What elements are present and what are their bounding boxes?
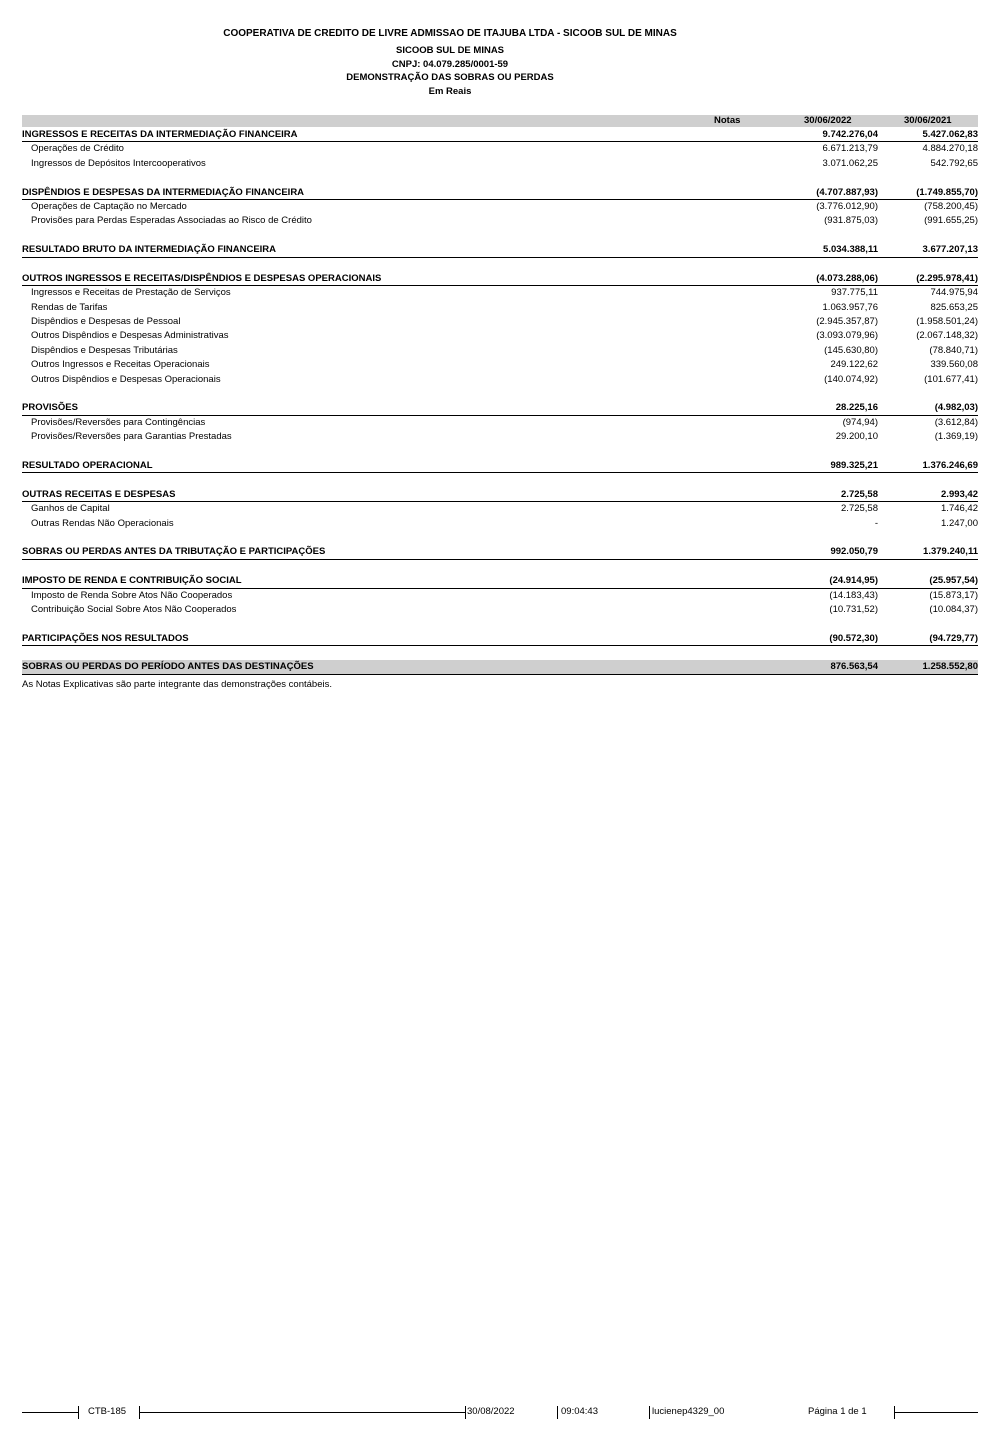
value-2021: 1.379.240,11	[923, 546, 978, 558]
value-2021: 5.427.062,83	[922, 129, 978, 140]
column-header-2021: 30/06/2021	[904, 115, 952, 126]
spacer-row	[22, 531, 978, 545]
value-2021: (758.200,45)	[924, 200, 978, 212]
line-item-row	[22, 430, 978, 444]
footer-page-number: Página 1 de 1	[808, 1406, 867, 1417]
value-2021: 1.247,00	[941, 517, 978, 529]
value-2022: 876.563,54	[830, 661, 878, 673]
section-total-row	[22, 272, 978, 286]
row-label: Imposto de Renda Sobre Atos Não Cooperados	[31, 589, 233, 601]
line-item-row	[22, 142, 978, 156]
row-label: IMPOSTO DE RENDA E CONTRIBUIÇÃO SOCIAL	[22, 575, 242, 587]
value-2022: 989.325,21	[830, 459, 878, 471]
row-label: Outros Ingressos e Receitas Operacionais	[31, 359, 210, 371]
footer-rule	[139, 1412, 465, 1413]
final-total-row	[22, 660, 978, 674]
row-label: Dispêndios e Despesas Tributárias	[31, 344, 178, 356]
row-label: SOBRAS OU PERDAS ANTES DA TRIBUTAÇÃO E PARTICIPAÇÕES	[22, 546, 326, 558]
line-item-row	[22, 358, 978, 372]
row-label: Ingressos e Receitas de Prestação de Serviços	[31, 287, 231, 299]
value-2022: (2.945.357,87)	[816, 316, 878, 328]
row-label: SOBRAS OU PERDAS DO PERÍODO ANTES DAS DESTINAÇÕES	[22, 661, 314, 673]
value-2022: (974,94)	[842, 416, 878, 428]
footnote: As Notas Explicativas são parte integrante das demonstrações contábeis.	[22, 679, 332, 690]
footer-divider	[649, 1406, 650, 1419]
row-label: Ganhos de Capital	[31, 503, 110, 515]
row-label: Operações de Crédito	[31, 143, 124, 155]
spacer-row	[22, 258, 978, 272]
spacer-row	[22, 171, 978, 185]
section-total-row	[22, 128, 978, 142]
value-2022: 2.725,58	[841, 488, 878, 500]
value-2021: (991.655,25)	[924, 215, 978, 227]
value-2021: (10.084,37)	[929, 603, 978, 615]
section-total-row	[22, 488, 978, 502]
footer-date: 30/08/2022	[467, 1406, 515, 1417]
value-2021: 542.792,65	[930, 157, 978, 169]
section-total-row	[22, 243, 978, 257]
value-2021: 4.884.270,18	[922, 143, 978, 155]
spacer-row	[22, 387, 978, 401]
value-2022: (140.074,92)	[824, 373, 878, 385]
column-header-bar	[22, 115, 978, 127]
section-total-row	[22, 186, 978, 200]
line-item-row	[22, 286, 978, 300]
spacer-row	[22, 560, 978, 574]
value-2021: (1.958.501,24)	[916, 316, 978, 328]
value-2021: (94.729,77)	[929, 632, 978, 644]
value-2022: 5.034.388,11	[823, 244, 878, 256]
footer-divider	[557, 1406, 558, 1419]
spacer-row	[22, 229, 978, 243]
section-total-row	[22, 401, 978, 415]
section-total-row	[22, 459, 978, 473]
row-label: Rendas de Tarifas	[31, 301, 108, 313]
value-2022: (3.776.012,90)	[816, 200, 878, 212]
line-item-row	[22, 200, 978, 214]
value-2021: (2.295.978,41)	[916, 272, 978, 284]
value-2021: 825.653,25	[930, 301, 978, 313]
footer-report-code: CTB-185	[88, 1406, 127, 1417]
value-2021: 1.258.552,80	[922, 661, 978, 673]
line-item-row	[22, 214, 978, 228]
row-label: OUTROS INGRESSOS E RECEITAS/DISPÊNDIOS E DESPESAS OPERACIONAIS	[22, 272, 382, 284]
report-title: DEMONSTRAÇÃO DAS SOBRAS OU PERDAS	[346, 72, 554, 83]
footer-time: 09:04:43	[561, 1406, 598, 1417]
line-item-row	[22, 301, 978, 315]
row-label: RESULTADO BRUTO DA INTERMEDIAÇÃO FINANCEIRA	[22, 244, 277, 256]
row-label: INGRESSOS E RECEITAS DA INTERMEDIAÇÃO FINANCEIRA	[22, 129, 298, 140]
line-item-row	[22, 416, 978, 430]
value-2021: (1.369,19)	[934, 431, 978, 443]
value-2022: 937.775,11	[831, 287, 878, 299]
line-item-row	[22, 589, 978, 603]
row-label: Outros Dispêndios e Despesas Operacionais	[31, 373, 221, 385]
row-label: PARTICIPAÇÕES NOS RESULTADOS	[22, 632, 189, 644]
row-label: PROVISÕES	[22, 402, 78, 414]
value-2021: 744.975,94	[930, 287, 978, 299]
value-2022: (90.572,30)	[829, 632, 878, 644]
value-2021: 339.560,08	[930, 359, 978, 371]
value-2021: (2.067.148,32)	[916, 330, 978, 342]
spacer-row	[22, 646, 978, 660]
footer-rule	[22, 1412, 78, 1413]
row-label: Provisões/Reversões para Contingências	[31, 416, 206, 428]
footer-divider	[78, 1406, 79, 1419]
row-label: Operações de Captação no Mercado	[31, 200, 187, 212]
column-header-2022: 30/06/2022	[804, 115, 852, 126]
spacer-row	[22, 445, 978, 459]
value-2022: (931.875,03)	[824, 215, 878, 227]
line-item-row	[22, 315, 978, 329]
footer-divider	[465, 1406, 466, 1419]
value-2022: 249.122,62	[830, 359, 878, 371]
page-footer	[0, 1403, 1000, 1423]
row-label: OUTRAS RECEITAS E DESPESAS	[22, 488, 176, 500]
value-2021: (4.982,03)	[934, 402, 978, 414]
row-label: Ingressos de Depósitos Intercooperativos	[31, 157, 206, 169]
section-total-row	[22, 574, 978, 588]
report-unit: Em Reais	[428, 86, 472, 97]
footer-rule	[894, 1412, 978, 1413]
section-total-row	[22, 545, 978, 559]
value-2022: (10.731,52)	[829, 603, 878, 615]
cooperative-name: SICOOB SUL DE MINAS	[395, 45, 505, 56]
value-2022: (24.914,95)	[829, 575, 878, 587]
statement-table	[22, 128, 978, 675]
value-2021: (78.840,71)	[929, 344, 978, 356]
value-2022: 2.725,58	[841, 503, 878, 515]
row-label: Provisões para Perdas Esperadas Associadas ao Risco de Crédito	[31, 215, 312, 227]
line-item-row	[22, 517, 978, 531]
cnpj: CNPJ: 04.079.285/0001-59	[391, 59, 509, 70]
value-2022: -	[874, 517, 878, 529]
value-2022: 3.071.062,25	[822, 157, 878, 169]
footer-user: lucienep4329_00	[652, 1406, 725, 1417]
line-item-row	[22, 344, 978, 358]
value-2022: (14.183,43)	[829, 589, 878, 601]
value-2022: (3.093.079,96)	[816, 330, 878, 342]
line-item-row	[22, 157, 978, 171]
row-label: Dispêndios e Despesas de Pessoal	[31, 316, 181, 328]
value-2021: (15.873,17)	[929, 589, 978, 601]
company-name: COOPERATIVA DE CREDITO DE LIVRE ADMISSAO DE ITAJUBA LTDA - SICOOB SUL DE MINAS	[223, 28, 677, 39]
value-2021: 1.746,42	[941, 503, 978, 515]
spacer-row	[22, 617, 978, 631]
spacer-row	[22, 473, 978, 487]
value-2022: (4.073.288,06)	[816, 272, 878, 284]
line-item-row	[22, 603, 978, 617]
column-header-notas: Notas	[714, 115, 741, 126]
value-2021: (1.749.855,70)	[916, 186, 978, 198]
row-label: DISPÊNDIOS E DESPESAS DA INTERMEDIAÇÃO FINANCEIRA	[22, 186, 305, 198]
value-2022: 1.063.957,76	[822, 301, 878, 313]
value-2022: 9.742.276,04	[822, 129, 878, 140]
section-total-row	[22, 632, 978, 646]
value-2022: 29.200,10	[835, 431, 878, 443]
value-2021: 2.993,42	[941, 488, 978, 500]
row-label: RESULTADO OPERACIONAL	[22, 459, 153, 471]
value-2021: (25.957,54)	[929, 575, 978, 587]
value-2022: (4.707.887,93)	[816, 186, 878, 198]
line-item-row	[22, 502, 978, 516]
line-item-row	[22, 329, 978, 343]
value-2022: 6.671.213,79	[822, 143, 878, 155]
value-2021: 3.677.207,13	[922, 244, 978, 256]
value-2021: 1.376.246,69	[922, 459, 978, 471]
value-2022: 28.225,16	[835, 402, 878, 414]
value-2021: (101.677,41)	[924, 373, 978, 385]
value-2022: 992.050,79	[830, 546, 878, 558]
row-label: Outros Dispêndios e Despesas Administrativas	[31, 330, 229, 342]
row-label: Contribuição Social Sobre Atos Não Cooperados	[31, 603, 237, 615]
value-2022: (145.630,80)	[824, 344, 878, 356]
value-2021: (3.612,84)	[934, 416, 978, 428]
line-item-row	[22, 373, 978, 387]
row-label: Provisões/Reversões para Garantias Prestadas	[31, 431, 232, 443]
row-label: Outras Rendas Não Operacionais	[31, 517, 174, 529]
